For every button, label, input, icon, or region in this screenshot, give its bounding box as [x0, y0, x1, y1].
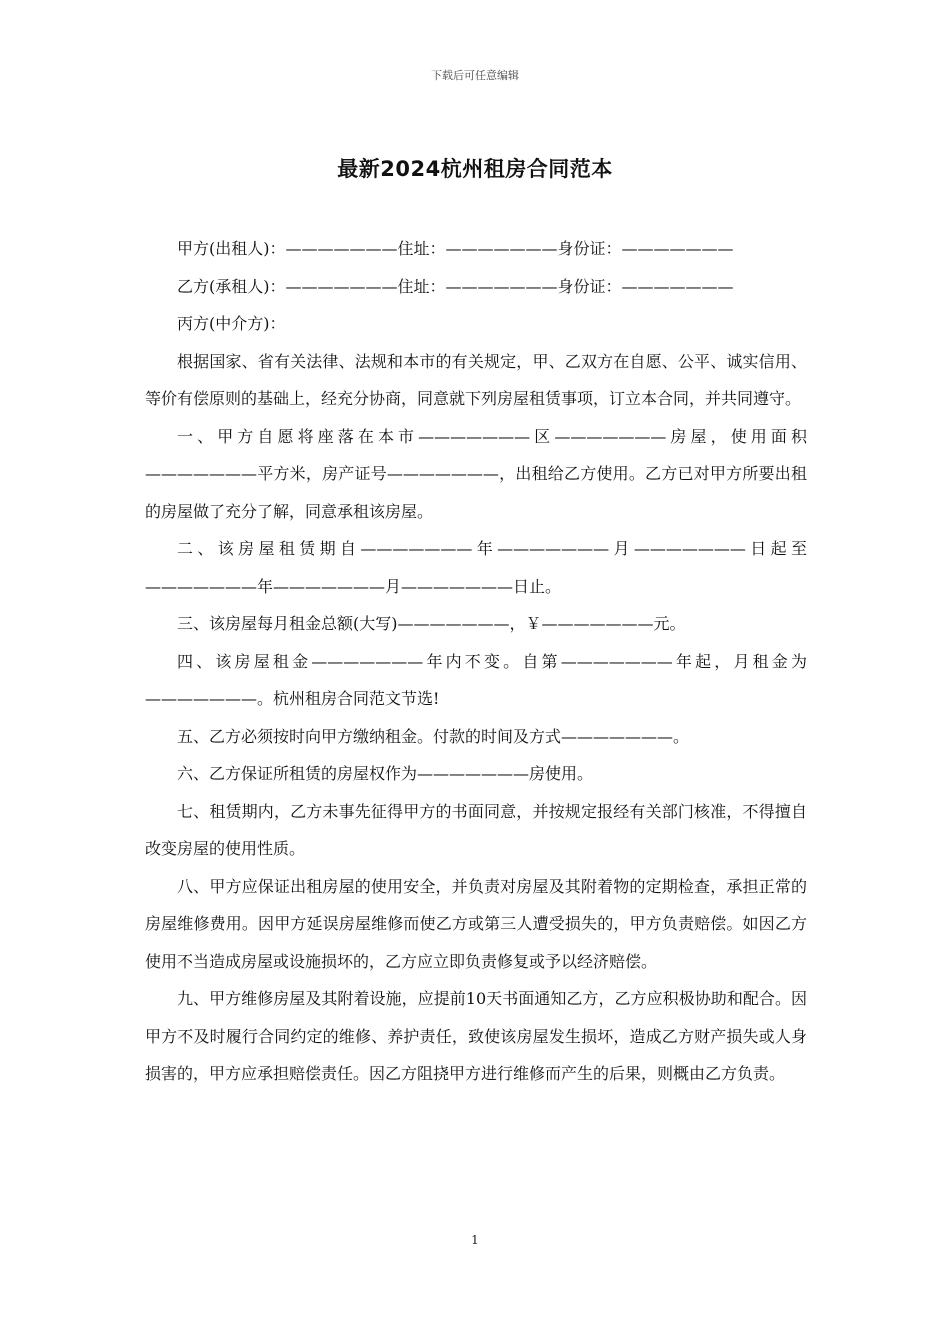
document-title: 最新2024杭州租房合同范本 — [337, 157, 613, 181]
party-b-line: 乙方(承租人)：———————住址：———————身份证：——————— — [177, 276, 734, 296]
party-a-line: 甲方(出租人)：———————住址：———————身份证：——————— — [177, 239, 734, 258]
clause-1: 一、甲方自愿将座落在本市———————区———————房屋，使用面积———————平方米，房产证号———————，出租给乙方使用。乙方已对甲方所要出租的房屋做了充分了解，同意承租该房屋。 — [145, 426, 807, 521]
clause-8: 八、甲方应保证出租房屋的使用安全，并负责对房屋及其附着物的定期检查，承担正常的房屋维修费用。因甲方延误房屋维修而使乙方或第三人遭受损失的，甲方负责赔偿。如因乙方使用不当造成房屋或设施损坏的，乙方应立即负责修复或予以经济赔偿。 — [145, 876, 807, 971]
clause-4: 四、该房屋租金———————年内不变。自第———————年起，月租金为———————。杭州租房合同范文节选! — [145, 651, 807, 708]
page-number: 1 — [471, 1233, 479, 1247]
clause-3: 三、该房屋每月租金总额(大写)———————，￥———————元。 — [177, 614, 686, 633]
preamble-paragraph: 根据国家、省有关法律、法规和本市的有关规定，甲、乙双方在自愿、公平、诚实信用、等价有偿原则的基础上，经充分协商，同意就下列房屋租赁事项，订立本合同，并共同遵守。 — [145, 351, 807, 408]
clause-5: 五、乙方必须按时向甲方缴纳租金。付款的时间及方式———————。 — [177, 726, 690, 746]
clause-9: 九、甲方维修房屋及其附着设施，应提前10天书面通知乙方，乙方应积极协助和配合。因甲方不及时履行合同约定的维修、养护责任，致使该房屋发生损坏，造成乙方财产损失或人身损害的，甲方应承担赔偿责任。因乙方阻挠甲方进行维修而产生的后果，则概由乙方负责。 — [145, 989, 807, 1083]
document-body — [145, 230, 807, 1093]
clause-2: 二、该房屋租赁期自———————年———————月———————日起至———————年———————月———————日止。 — [145, 539, 807, 596]
header-note: 下载后可任意编辑 — [431, 69, 519, 82]
clause-6: 六、乙方保证所租赁的房屋权作为———————房使用。 — [177, 764, 594, 783]
clause-7: 七、租赁期内，乙方未事先征得甲方的书面同意，并按规定报经有关部门核准，不得擅自改变房屋的使用性质。 — [145, 801, 807, 858]
party-c-line: 丙方(中介方)： — [177, 314, 286, 333]
